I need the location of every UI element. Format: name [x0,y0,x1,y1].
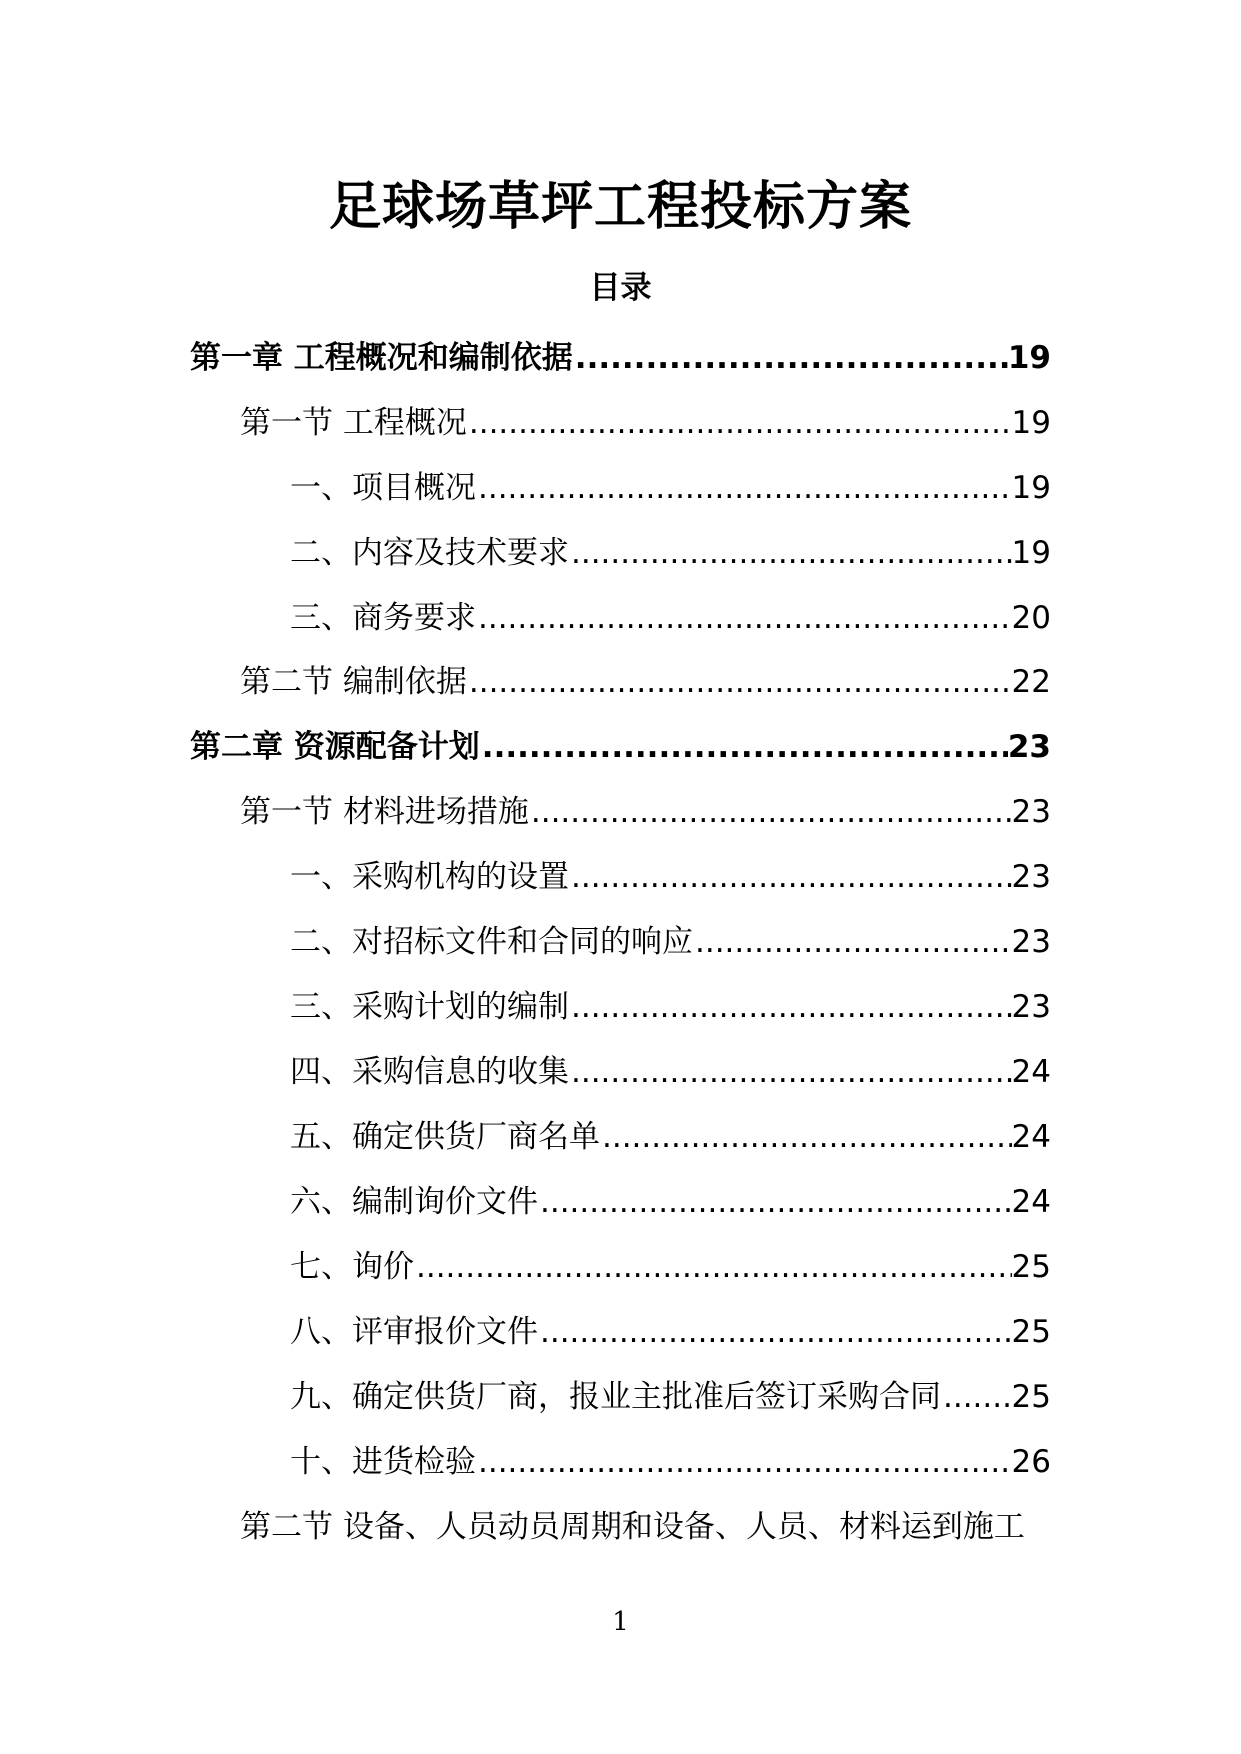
toc-dot-leader [600,1117,1012,1157]
toc-entry-subsection[interactable] [290,849,1051,897]
toc-entry-chapter-2[interactable] [190,719,1051,767]
toc-entry-page: 19 [1011,535,1051,571]
toc-entry-label: 第二节 编制依据 [240,664,467,700]
toc-entry-label: 七、询价 [290,1249,414,1285]
toc-entry-label: 九、确定供货厂商，报业主批准后签订采购合同 [290,1379,941,1415]
toc-entry-label: 一、采购机构的设置 [290,859,569,895]
toc-entry-label: 第一节 工程概况 [240,405,467,441]
toc-entry-page: 25 [1011,1379,1051,1415]
toc-entry-page: 19 [1011,470,1051,506]
toc-dot-leader [569,857,1012,897]
toc-dot-leader [529,792,1012,832]
toc-dot-leader [538,1182,1012,1222]
toc-entry-label: 十、进货检验 [290,1444,476,1480]
toc-entry-subsection[interactable] [290,1239,1051,1287]
toc-dot-leader [693,922,1012,962]
toc-entry-subsection[interactable] [290,979,1051,1027]
toc-entry-page: 19 [1011,405,1051,441]
toc-entry-label: 一、项目概况 [290,470,476,506]
toc-dot-leader [538,1312,1012,1352]
toc-entry-subsection[interactable] [290,590,1051,638]
page-number: 1 [612,1607,629,1637]
toc-entry-subsection[interactable] [290,914,1051,962]
toc-entry-page: 23 [1011,794,1051,830]
toc-entry-label: 三、采购计划的编制 [290,989,569,1025]
toc-entry-page: 23 [1011,859,1051,895]
toc-dot-leader [467,662,1012,702]
toc-entry-label: 六、编制询价文件 [290,1184,538,1220]
toc-heading: 目录 [589,270,652,306]
toc-entry-page: 19 [1007,340,1051,376]
toc-entry-subsection[interactable] [290,1434,1051,1482]
toc-entry-page: 20 [1011,600,1051,636]
toc-dot-leader [476,468,1012,508]
toc-entry-page: 24 [1011,1184,1051,1220]
toc-entry-subsection[interactable] [290,1369,1051,1417]
toc-entry-section[interactable] [240,654,1051,702]
toc-entry-page: 25 [1011,1249,1051,1285]
toc-entry-page: 25 [1011,1314,1051,1350]
toc-dot-leader [569,1052,1012,1092]
toc-entry-subsection[interactable] [290,1304,1051,1352]
toc-entry-chapter-1[interactable] [190,330,1051,378]
toc-entry-page: 24 [1011,1119,1051,1155]
toc-entry-label: 五、确定供货厂商名单 [290,1119,600,1155]
toc-entry-label: 三、商务要求 [290,600,476,636]
toc-entry-label: 八、评审报价文件 [290,1314,538,1350]
toc-entry-page: 23 [1007,729,1051,765]
toc-entry-page: 23 [1011,989,1051,1025]
toc-entry-subsection[interactable] [290,460,1051,508]
toc-dot-leader [941,1377,1012,1417]
toc-entry-page: 23 [1011,924,1051,960]
toc-entry-label: 二、内容及技术要求 [290,535,569,571]
toc-entry-page: 26 [1011,1444,1051,1480]
toc-dot-leader [467,403,1012,443]
toc-entry-label: 第二章 资源配备计划 [190,729,480,765]
toc-entry-label: 第一节 材料进场措施 [240,794,529,830]
toc-dot-leader [476,1442,1012,1482]
toc-entry-section[interactable] [240,395,1051,443]
toc-entry-subsection[interactable] [290,1044,1051,1092]
toc-dot-leader [414,1247,1012,1287]
toc-entry-section[interactable] [240,1499,1051,1547]
toc-entry-label: 四、采购信息的收集 [290,1054,569,1090]
toc-entry-label: 第二节 设备、人员动员周期和设备、人员、材料运到施工 [240,1509,1025,1545]
toc-entry-section[interactable] [240,784,1051,832]
toc-dot-leader [480,727,1008,767]
toc-entry-label: 二、对招标文件和合同的响应 [290,924,693,960]
toc-entry-page: 24 [1011,1054,1051,1090]
toc-entry-page: 22 [1011,664,1051,700]
toc-entry-subsection[interactable] [290,525,1051,573]
toc-dot-leader [569,987,1012,1027]
toc-dot-leader [573,338,1008,378]
toc-entry-subsection[interactable] [290,1174,1051,1222]
toc-entry-label: 第一章 工程概况和编制依据 [190,340,573,376]
toc-dot-leader [569,533,1012,573]
document-title: 足球场草坪工程投标方案 [328,177,912,237]
toc-dot-leader [476,598,1012,638]
toc-entry-subsection[interactable] [290,1109,1051,1157]
